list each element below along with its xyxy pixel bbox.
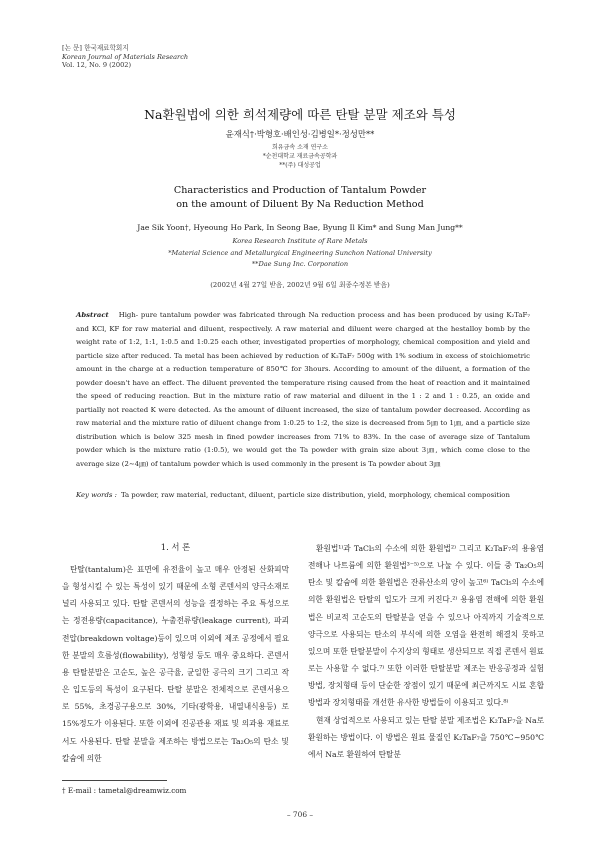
body-column-left [62, 540, 289, 767]
affiliation-ko-3: **(주) 대성공업 [279, 162, 321, 170]
intro-paragraph-1: 탄탈(tantalum)은 표면에 유전율이 높고 매우 안정된 산화피막을 형성시킬 수 있는 특성이 있기 때문에 소형 콘덴서의 양극소재로 널리 사용되고 있다. 탄탈 콘덴서의 성능을 결정하는 주요 특성으로는 정전용량(capacitance), 누출전류량(leakage current), 파괴전압(breakdown voltage)등이 있으며 이외에 제조 공정에서 필요한 분말의 흐름성(flowability), 성형성 등도 매우 중요하다. 콘덴서용 탄탈분말은 고순도, 높은 공극율, 균일한 공극의 크기 그리고 작은 입도등의 특성이 요구된다. 탄탈 분말은 전체적으로 콘덴서용으로 55%, 초경공구용으로 30%, 기타(광학용, 내열내식용등) 로 15%정도가 이용된다. 또한 이외에 진공관용 재료 및 의과용 재료로서도 사용된다. 탄탈 분말을 제조하는 방법으로는 Ta₂O₅의 탄소 및 칼슘에 의한 [62, 565, 289, 763]
footnote-divider [62, 780, 167, 781]
received-dates: (2002년 4월 27일 받음, 2002년 9월 6일 최종수정본 받음) [210, 281, 390, 289]
intro-paragraph-2: 환원법¹⁾과 TaCl₅의 수소에 의한 환원법²⁾ 그리고 K₂TaF₇의 용융염 전해나 나트륨에 의한 환원법³⁻⁵⁾으로 나눌 수 있다. 이들 중 Ta₂O₅의 탄소 및 칼슘에 의한 환원법은 잔류산소의 양이 높고⁶⁾ TaCl₅의 수소에 의한 환원법은 탄탈의 입도가 크게 커진다.²⁾ 용융염 전해에 의한 환원법은 비교적 고순도의 탄탈분을 얻을 수 있으나 아직까지 기술적으로 양극으로 사용되는 탄소의 부식에 의한 오염을 완전히 해결치 못하고 있으며 또한 탄탈분말이 수지상의 형태로 생산되므로 직접 콘덴서 원료로는 사용할 수 없다.⁷⁾ 또한 이러한 탄탈분말 제조는 반응공정과 실험방법, 장치형태 등이 단순한 장점이 있기 때문에 최근까지도 시료 혼합방법과 장치형태를 개선한 유사한 방법들이 이용되고 있다.⁸⁾ [308, 544, 544, 708]
affiliation-en-2: *Material Science and Metallurgical Engineering Sunchon National University [168, 248, 432, 257]
abstract [76, 309, 530, 472]
title-english [0, 184, 600, 212]
section-heading-introduction: 1. 서 론 [160, 542, 191, 552]
authors-english: Jae Sik Yoon†, Hyeoung Ho Park, In Seong Bae, Byung Il Kim* and Sung Man Jung** [137, 223, 463, 232]
title-english-line-2: on the amount of Diluent By Na Reduction Method [176, 199, 424, 210]
title-korean: Na환원법에 의한 희석제량에 따른 탄탈 분말 제조와 특성 [144, 107, 456, 122]
affiliations-english [0, 236, 600, 271]
journal-name-ko: [논 문] 한국재료학회지 [62, 44, 129, 52]
page-number: – 706 – [286, 810, 314, 819]
affiliation-ko-2: *순천대학교 재료금속공학과 [262, 153, 338, 161]
abstract-text: High- pure tantalum powder was fabricated through Na reduction process and has been produced by using K₂TaF₇ and KCl, KF for raw material and diluent, respectively. A raw material and diluent were charged at the hestalloy bomb by the weight rate of 1:2, 1:1, 1:0.5 and 1:0.25 each other, investigated properties of morphology, chemical composition and yield and particle size after reduced. Ta metal has been achieved by reduction of K₂TaF₇ 500g with 1% sodium in excess of stoichiometric amount in the charge at a reduction temperature of 850℃ for 3hours. According to amount of the diluent, a formation of the powder doesn't have an effect. The diluent prevented the temperature rising caused from the heat of reaction and it maintained the speed of reducing reaction. But in the mixture ratio of raw material and diluent in the 1 : 2 and 1 : 0.25, an oxide and partially not reacted K were detected. As the amount of diluent increased, the size of tantalum powder decreased. According as raw material and the mixture ratio of diluent change from 1:0.25 to 1:2, the size is decreased from 5㎛ to 1㎛, and a particle size distribution which is below 325 mesh in fined powder increases from 71% to 83%. In the case of average size of Tantalum powder which is the mixture ratio (1:0.5), we would get the Ta powder with grain size about 3㎛, which come close to the average size (2∼4㎛) of tantalum powder which is used commonly in the present is Ta powder about 3㎛ [76, 311, 530, 469]
keywords-text: Ta powder, raw material, reductant, diluent, particle size distribution, yield, morphology, chemical composition [120, 491, 510, 499]
affiliation-en-1: Korea Research Institute of Rare Metals [232, 237, 368, 245]
intro-paragraph-3: 현재 상업적으로 사용되고 있는 탄탈 분말 제조법은 K₂TaF₇을 Na로 환원하는 방법이다. 이 방법은 원료 물질인 K₂TaF₇을 750℃∼950℃에서 Na로 환원하여 탄탈분 [308, 715, 545, 759]
affiliations-korean [0, 143, 600, 171]
authors-korean: 윤재식†·박형호·배인성·김병일*·정성만** [225, 129, 375, 139]
journal-name-en: Korean Journal of Materials Research [62, 52, 189, 61]
body-column-right [308, 540, 544, 763]
affiliation-en-3: **Dae Sung Inc. Corporation [251, 260, 349, 268]
affiliation-ko-1: 희유금속 소재 연구소 [272, 144, 328, 151]
keywords [76, 490, 532, 502]
abstract-label: Abstract [76, 311, 109, 319]
footnote-email: † E-mail : tametal@dreamwiz.com [62, 786, 187, 795]
journal-volume: Vol. 12, No. 9 (2002) [62, 61, 132, 70]
journal-header [62, 44, 188, 70]
title-english-line-1: Characteristics and Production of Tantalum Powder [173, 185, 427, 196]
keywords-label: Key words : [76, 491, 117, 499]
